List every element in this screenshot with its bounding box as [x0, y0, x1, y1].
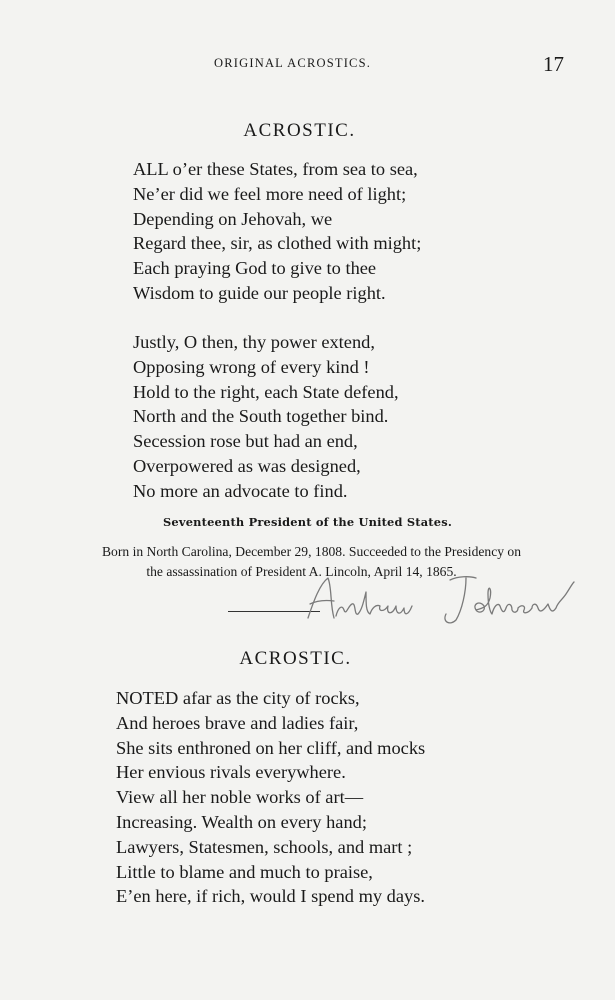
stanza — [116, 686, 425, 909]
stanza — [133, 157, 421, 306]
caption-line: the assassination of President A. Lincoln, April 14, 1865. — [146, 564, 457, 579]
stanza — [133, 330, 399, 504]
poem-line: Lawyers, Statesmen, schools, and mart ; — [116, 836, 413, 857]
handwritten-signature — [300, 570, 600, 626]
poem-line: Regard thee, sir, as clothed with might; — [133, 233, 422, 254]
poem-line: Wisdom to guide our people right. — [133, 282, 386, 303]
poem-line: No more an advocate to find. — [133, 480, 348, 501]
poem-title: ACROSTIC. — [239, 648, 352, 669]
poem-line: Overpowered as was designed, — [133, 455, 361, 476]
poem-line: NOTED afar as the city of rocks, — [116, 688, 360, 708]
poem-line: Depending on Jehovah, we — [133, 208, 333, 229]
poem-line: Ne’er did we feel more need of light; — [133, 183, 407, 204]
poem-line: Little to blame and much to praise, — [116, 861, 373, 882]
page-number: 17 — [543, 52, 564, 76]
poem-line: And heroes brave and ladies fair, — [116, 712, 359, 733]
running-head — [0, 52, 615, 76]
poem-line: View all her noble works of art— — [116, 787, 364, 808]
poem-line: E’en here, if rich, would I spend my days. — [116, 886, 425, 907]
poem-line: Opposing wrong of every kind ! — [133, 356, 370, 377]
poem-line: Secession rose but had an end, — [133, 431, 358, 452]
poem-line: Increasing. Wealth on every hand; — [116, 811, 367, 832]
poem-line: North and the South together bind. — [133, 406, 389, 427]
caption-heading: Seventeenth President of the United States. — [163, 515, 452, 529]
poem-line: Each praying God to give to thee — [133, 258, 377, 279]
poem-line: Hold to the right, each State defend, — [133, 381, 399, 402]
running-title: ORIGINAL ACROSTICS. — [214, 56, 372, 70]
caption-line: Born in North Carolina, December 29, 1808. Succeeded to the Presidency on — [101, 544, 522, 559]
poem-line: Justly, O then, thy power extend, — [133, 332, 375, 352]
poem-line: She sits enthroned on her cliff, and mocks — [116, 737, 426, 758]
poem-line: ALL o’er these States, from sea to sea, — [133, 159, 418, 179]
poem-title: ACROSTIC. — [243, 120, 356, 141]
poem-line: Her envious rivals everywhere. — [116, 762, 346, 783]
